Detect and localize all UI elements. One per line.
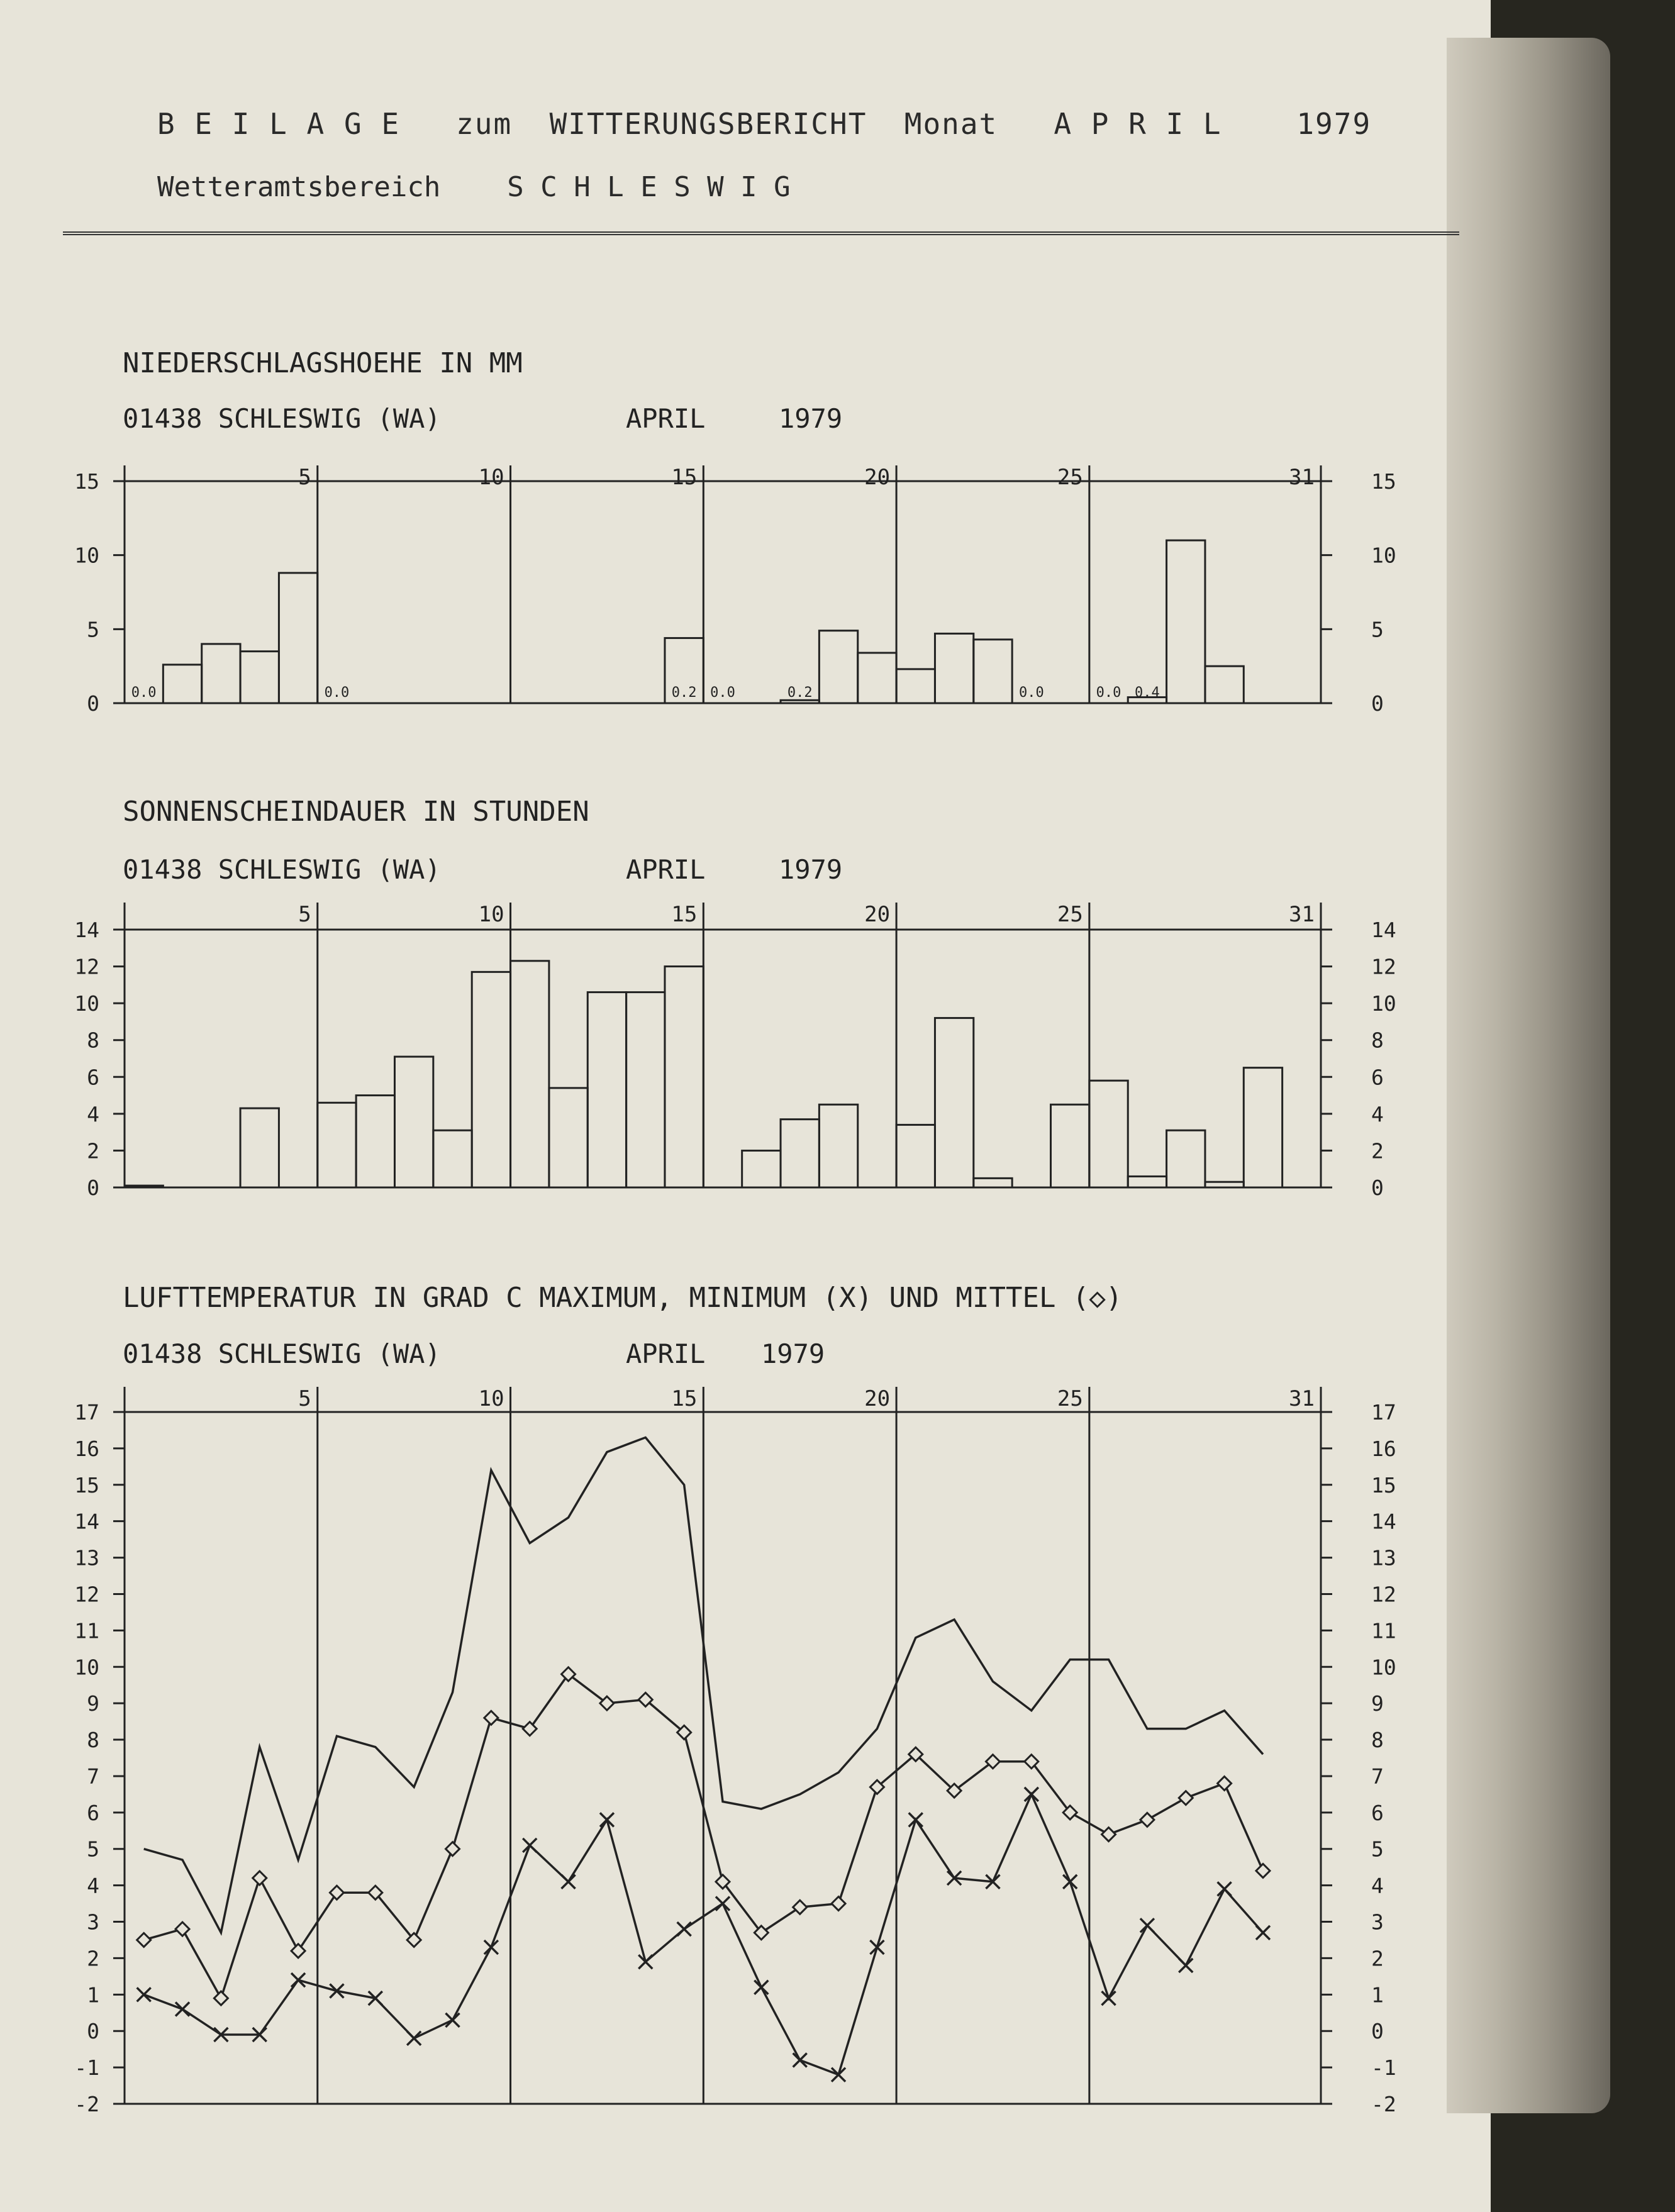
- bar-value-label: 0.4: [1135, 685, 1160, 701]
- minimum-marker: [291, 1973, 305, 1987]
- bar-day-4: [240, 1108, 279, 1187]
- y-tick-label-left: -2: [74, 2092, 99, 2116]
- y-tick-label-left: 5: [87, 617, 99, 642]
- bar-day-18: [781, 1120, 819, 1187]
- bar-day-29: [1205, 666, 1244, 703]
- y-tick-label-right: 15: [1371, 1472, 1396, 1498]
- bar-value-label: 0.2: [787, 685, 813, 701]
- mean-marker: [137, 1933, 151, 1947]
- y-tick-label-left: 2: [87, 1138, 99, 1164]
- minimum-marker: [446, 2013, 460, 2027]
- y-tick-label-left: 12: [74, 954, 99, 979]
- y-tick-label-left: 0: [87, 2019, 99, 2044]
- y-tick-label-left: 1: [87, 1982, 99, 2008]
- y-tick-label-left: 0: [87, 691, 99, 716]
- bar-value-label: 0.0: [1096, 685, 1121, 701]
- minimum-marker: [137, 1987, 151, 2001]
- y-tick-label-left: 16: [74, 1436, 99, 1461]
- minimum-marker: [1025, 1787, 1038, 1801]
- bar-value-label: 0.0: [710, 685, 735, 701]
- report-header-title: B E I L A G E zum WITTERUNGSBERICHT Monat A P R I L 1979: [157, 107, 1372, 141]
- bar-day-23: [974, 640, 1012, 703]
- temperature-month: APRIL: [626, 1338, 706, 1369]
- y-tick-label-right: 6: [1371, 1065, 1384, 1090]
- day-tick-label: 25: [1057, 1386, 1083, 1411]
- bar-day-1: [125, 1186, 163, 1187]
- bar-day-12: [549, 1088, 587, 1187]
- sunshine-title: SONNENSCHEINDAUER IN STUNDEN: [123, 796, 589, 828]
- day-tick-label: 5: [298, 1386, 311, 1411]
- bar-day-19: [819, 1104, 857, 1187]
- bar-day-2: [163, 665, 201, 703]
- minimum-marker: [870, 1940, 884, 1954]
- temperature-year: 1979: [761, 1338, 825, 1369]
- mean-marker: [214, 1991, 228, 2005]
- y-tick-label-right: 3: [1371, 1909, 1384, 1935]
- bar-day-4: [240, 652, 279, 703]
- precipitation-month: APRIL: [626, 403, 706, 434]
- bar-day-25: [1051, 1104, 1089, 1187]
- y-tick-label-right: -2: [1371, 2092, 1396, 2116]
- y-tick-label-left: 17: [74, 1400, 99, 1425]
- y-tick-label-left: -1: [74, 2055, 99, 2081]
- precipitation-station: 01438 SCHLESWIG (WA): [123, 403, 441, 434]
- precipitation-plot: [74, 465, 1396, 716]
- y-tick-label-right: 12: [1371, 954, 1396, 979]
- y-tick-label-right: 5: [1371, 1837, 1384, 1862]
- day-tick-label: 20: [864, 1386, 891, 1411]
- bar-day-13: [587, 992, 626, 1187]
- bar-day-28: [1167, 540, 1205, 703]
- y-tick-label-right: 11: [1371, 1618, 1396, 1643]
- y-tick-label-right: 5: [1371, 617, 1384, 642]
- minimum-marker: [1218, 1882, 1232, 1896]
- y-tick-label-left: 8: [87, 1728, 99, 1753]
- bar-day-26: [1089, 1081, 1128, 1187]
- y-tick-label-right: 10: [1371, 1655, 1396, 1680]
- minimum-marker: [484, 1940, 498, 1954]
- y-tick-label-right: 6: [1371, 1800, 1384, 1825]
- y-tick-label-left: 10: [74, 991, 99, 1016]
- minimum-marker: [523, 1838, 537, 1852]
- bar-day-22: [935, 1018, 973, 1187]
- mean-marker: [484, 1711, 498, 1725]
- day-tick-label: 15: [671, 902, 698, 927]
- day-tick-label: 25: [1057, 465, 1083, 490]
- bar-day-29: [1205, 1182, 1244, 1187]
- precipitation-year: 1979: [779, 403, 843, 434]
- y-tick-label-right: 16: [1371, 1436, 1396, 1461]
- sunshine-year: 1979: [779, 854, 843, 885]
- mean-marker: [1140, 1813, 1154, 1826]
- day-tick-label: 25: [1057, 902, 1083, 927]
- y-tick-label-left: 15: [74, 469, 99, 494]
- precipitation-title: NIEDERSCHLAGSHOEHE IN MM: [123, 347, 523, 379]
- temperature-chart: [74, 1282, 1396, 2116]
- bar-day-11: [511, 961, 549, 1187]
- bar-value-label: 0.0: [131, 685, 157, 701]
- sunshine-station: 01438 SCHLESWIG (WA): [123, 854, 441, 885]
- bar-day-30: [1244, 1068, 1282, 1187]
- y-tick-label-right: 14: [1371, 918, 1396, 942]
- y-tick-label-left: 9: [87, 1691, 99, 1716]
- y-tick-label-left: 2: [87, 1946, 99, 1971]
- mean-marker: [253, 1871, 267, 1885]
- y-tick-label-left: 6: [87, 1800, 99, 1825]
- minimum-marker: [832, 2068, 845, 2082]
- bar-day-5: [279, 573, 317, 703]
- mean-marker: [291, 1944, 305, 1958]
- y-tick-label-left: 4: [87, 1101, 99, 1126]
- day-tick-label: 5: [298, 902, 311, 927]
- y-tick-label-left: 14: [74, 1509, 99, 1534]
- y-tick-label-right: -1: [1371, 2055, 1396, 2081]
- day-tick-label: 20: [864, 902, 891, 927]
- y-tick-label-right: 0: [1371, 1175, 1384, 1200]
- minimum-marker: [1063, 1875, 1077, 1889]
- y-tick-label-right: 12: [1371, 1582, 1396, 1607]
- y-tick-label-right: 2: [1371, 1946, 1384, 1971]
- bar-value-label: 0.0: [324, 685, 350, 701]
- y-tick-label-right: 8: [1371, 1028, 1384, 1053]
- bar-day-22: [935, 633, 973, 703]
- sunshine-plot: [74, 902, 1396, 1200]
- day-tick-label: 10: [478, 902, 504, 927]
- minimum-marker: [1140, 1918, 1154, 1932]
- minimum-marker: [600, 1813, 614, 1826]
- y-tick-label-right: 9: [1371, 1691, 1384, 1716]
- mean-marker: [175, 1922, 189, 1936]
- day-tick-label: 5: [298, 465, 311, 490]
- mean-marker: [330, 1886, 343, 1899]
- day-tick-label: 31: [1289, 465, 1315, 490]
- minimum-marker: [716, 1897, 730, 1911]
- bar-day-14: [626, 992, 665, 1187]
- minimum-marker: [793, 2054, 807, 2067]
- sunshine-month: APRIL: [626, 854, 706, 885]
- bar-day-3: [202, 644, 240, 703]
- bar-value-label: 0.2: [671, 685, 697, 701]
- y-tick-label-left: 14: [74, 918, 99, 942]
- y-tick-label-left: 7: [87, 1764, 99, 1789]
- report-header-region: Wetteramtsbereich S C H L E S W I G: [157, 171, 791, 203]
- minimum-marker: [1102, 1991, 1116, 2005]
- temperature-title: LUFTTEMPERATUR IN GRAD C MAXIMUM, MINIMUM (X) UND MITTEL (◇): [123, 1282, 1123, 1314]
- minimum-marker: [677, 1922, 691, 1936]
- y-tick-label-left: 6: [87, 1065, 99, 1090]
- y-tick-label-right: 4: [1371, 1873, 1384, 1898]
- sunshine-chart: [74, 796, 1396, 1200]
- minimum-marker: [175, 2002, 189, 2016]
- y-tick-label-left: 13: [74, 1545, 99, 1570]
- y-tick-label-right: 4: [1371, 1101, 1384, 1126]
- y-tick-label-right: 13: [1371, 1545, 1396, 1570]
- bar-day-9: [433, 1130, 472, 1187]
- minimum-marker: [562, 1875, 576, 1889]
- y-tick-label-left: 15: [74, 1472, 99, 1498]
- mean-marker: [1256, 1864, 1270, 1877]
- y-tick-label-right: 10: [1371, 543, 1396, 568]
- mean-marker: [1102, 1828, 1116, 1842]
- bar-day-21: [896, 1125, 935, 1187]
- bar-day-7: [356, 1096, 394, 1187]
- day-tick-label: 10: [478, 1386, 504, 1411]
- precipitation-chart: [74, 347, 1396, 716]
- mean-marker: [446, 1842, 460, 1856]
- minimum-marker: [1256, 1926, 1270, 1940]
- day-tick-label: 10: [478, 465, 504, 490]
- minimum-marker: [1179, 1959, 1193, 1972]
- minimum-marker: [909, 1813, 923, 1826]
- bar-day-23: [974, 1178, 1012, 1187]
- mean-marker: [523, 1722, 537, 1736]
- y-tick-label-right: 14: [1371, 1509, 1396, 1534]
- bar-day-20: [858, 653, 896, 703]
- bar-day-10: [472, 972, 510, 1187]
- day-tick-label: 31: [1289, 1386, 1315, 1411]
- mean-marker: [1218, 1777, 1232, 1791]
- bar-day-6: [318, 1103, 356, 1187]
- y-tick-label-right: 2: [1371, 1138, 1384, 1164]
- minimum-marker: [754, 1981, 768, 1994]
- y-tick-label-left: 10: [74, 1655, 99, 1680]
- y-tick-label-right: 7: [1371, 1764, 1384, 1789]
- y-tick-label-right: 0: [1371, 691, 1384, 716]
- bar-day-19: [819, 631, 857, 703]
- y-tick-label-left: 11: [74, 1618, 99, 1643]
- y-tick-label-right: 1: [1371, 1982, 1384, 2008]
- temperature-plot: [74, 1386, 1396, 2116]
- y-tick-label-right: 10: [1371, 991, 1396, 1016]
- y-tick-label-left: 8: [87, 1028, 99, 1053]
- bar-day-28: [1167, 1130, 1205, 1187]
- y-tick-label-right: 8: [1371, 1728, 1384, 1753]
- bar-day-27: [1128, 1176, 1166, 1187]
- minimum-marker: [638, 1955, 652, 1969]
- day-tick-label: 15: [671, 1386, 698, 1411]
- day-tick-label: 15: [671, 465, 698, 490]
- bar-day-21: [896, 669, 935, 703]
- bar-day-8: [394, 1057, 433, 1187]
- y-tick-label-left: 12: [74, 1582, 99, 1607]
- y-tick-label-left: 3: [87, 1909, 99, 1935]
- bar-value-label: 0.0: [1018, 685, 1044, 701]
- day-tick-label: 20: [864, 465, 891, 490]
- bar-day-17: [742, 1150, 781, 1187]
- y-tick-label-left: 0: [87, 1175, 99, 1200]
- mean-marker: [832, 1897, 845, 1911]
- day-tick-label: 31: [1289, 902, 1315, 927]
- y-tick-label-right: 17: [1371, 1400, 1396, 1425]
- y-tick-label-left: 4: [87, 1873, 99, 1898]
- mean-marker: [793, 1900, 807, 1914]
- y-tick-label-left: 10: [74, 543, 99, 568]
- mean-marker: [1179, 1791, 1193, 1805]
- minimum-marker: [407, 2031, 421, 2045]
- y-tick-label-left: 5: [87, 1837, 99, 1862]
- y-tick-label-right: 15: [1371, 469, 1396, 494]
- bar-day-15: [665, 967, 703, 1187]
- temperature-station: 01438 SCHLESWIG (WA): [123, 1338, 441, 1369]
- y-tick-label-right: 0: [1371, 2019, 1384, 2044]
